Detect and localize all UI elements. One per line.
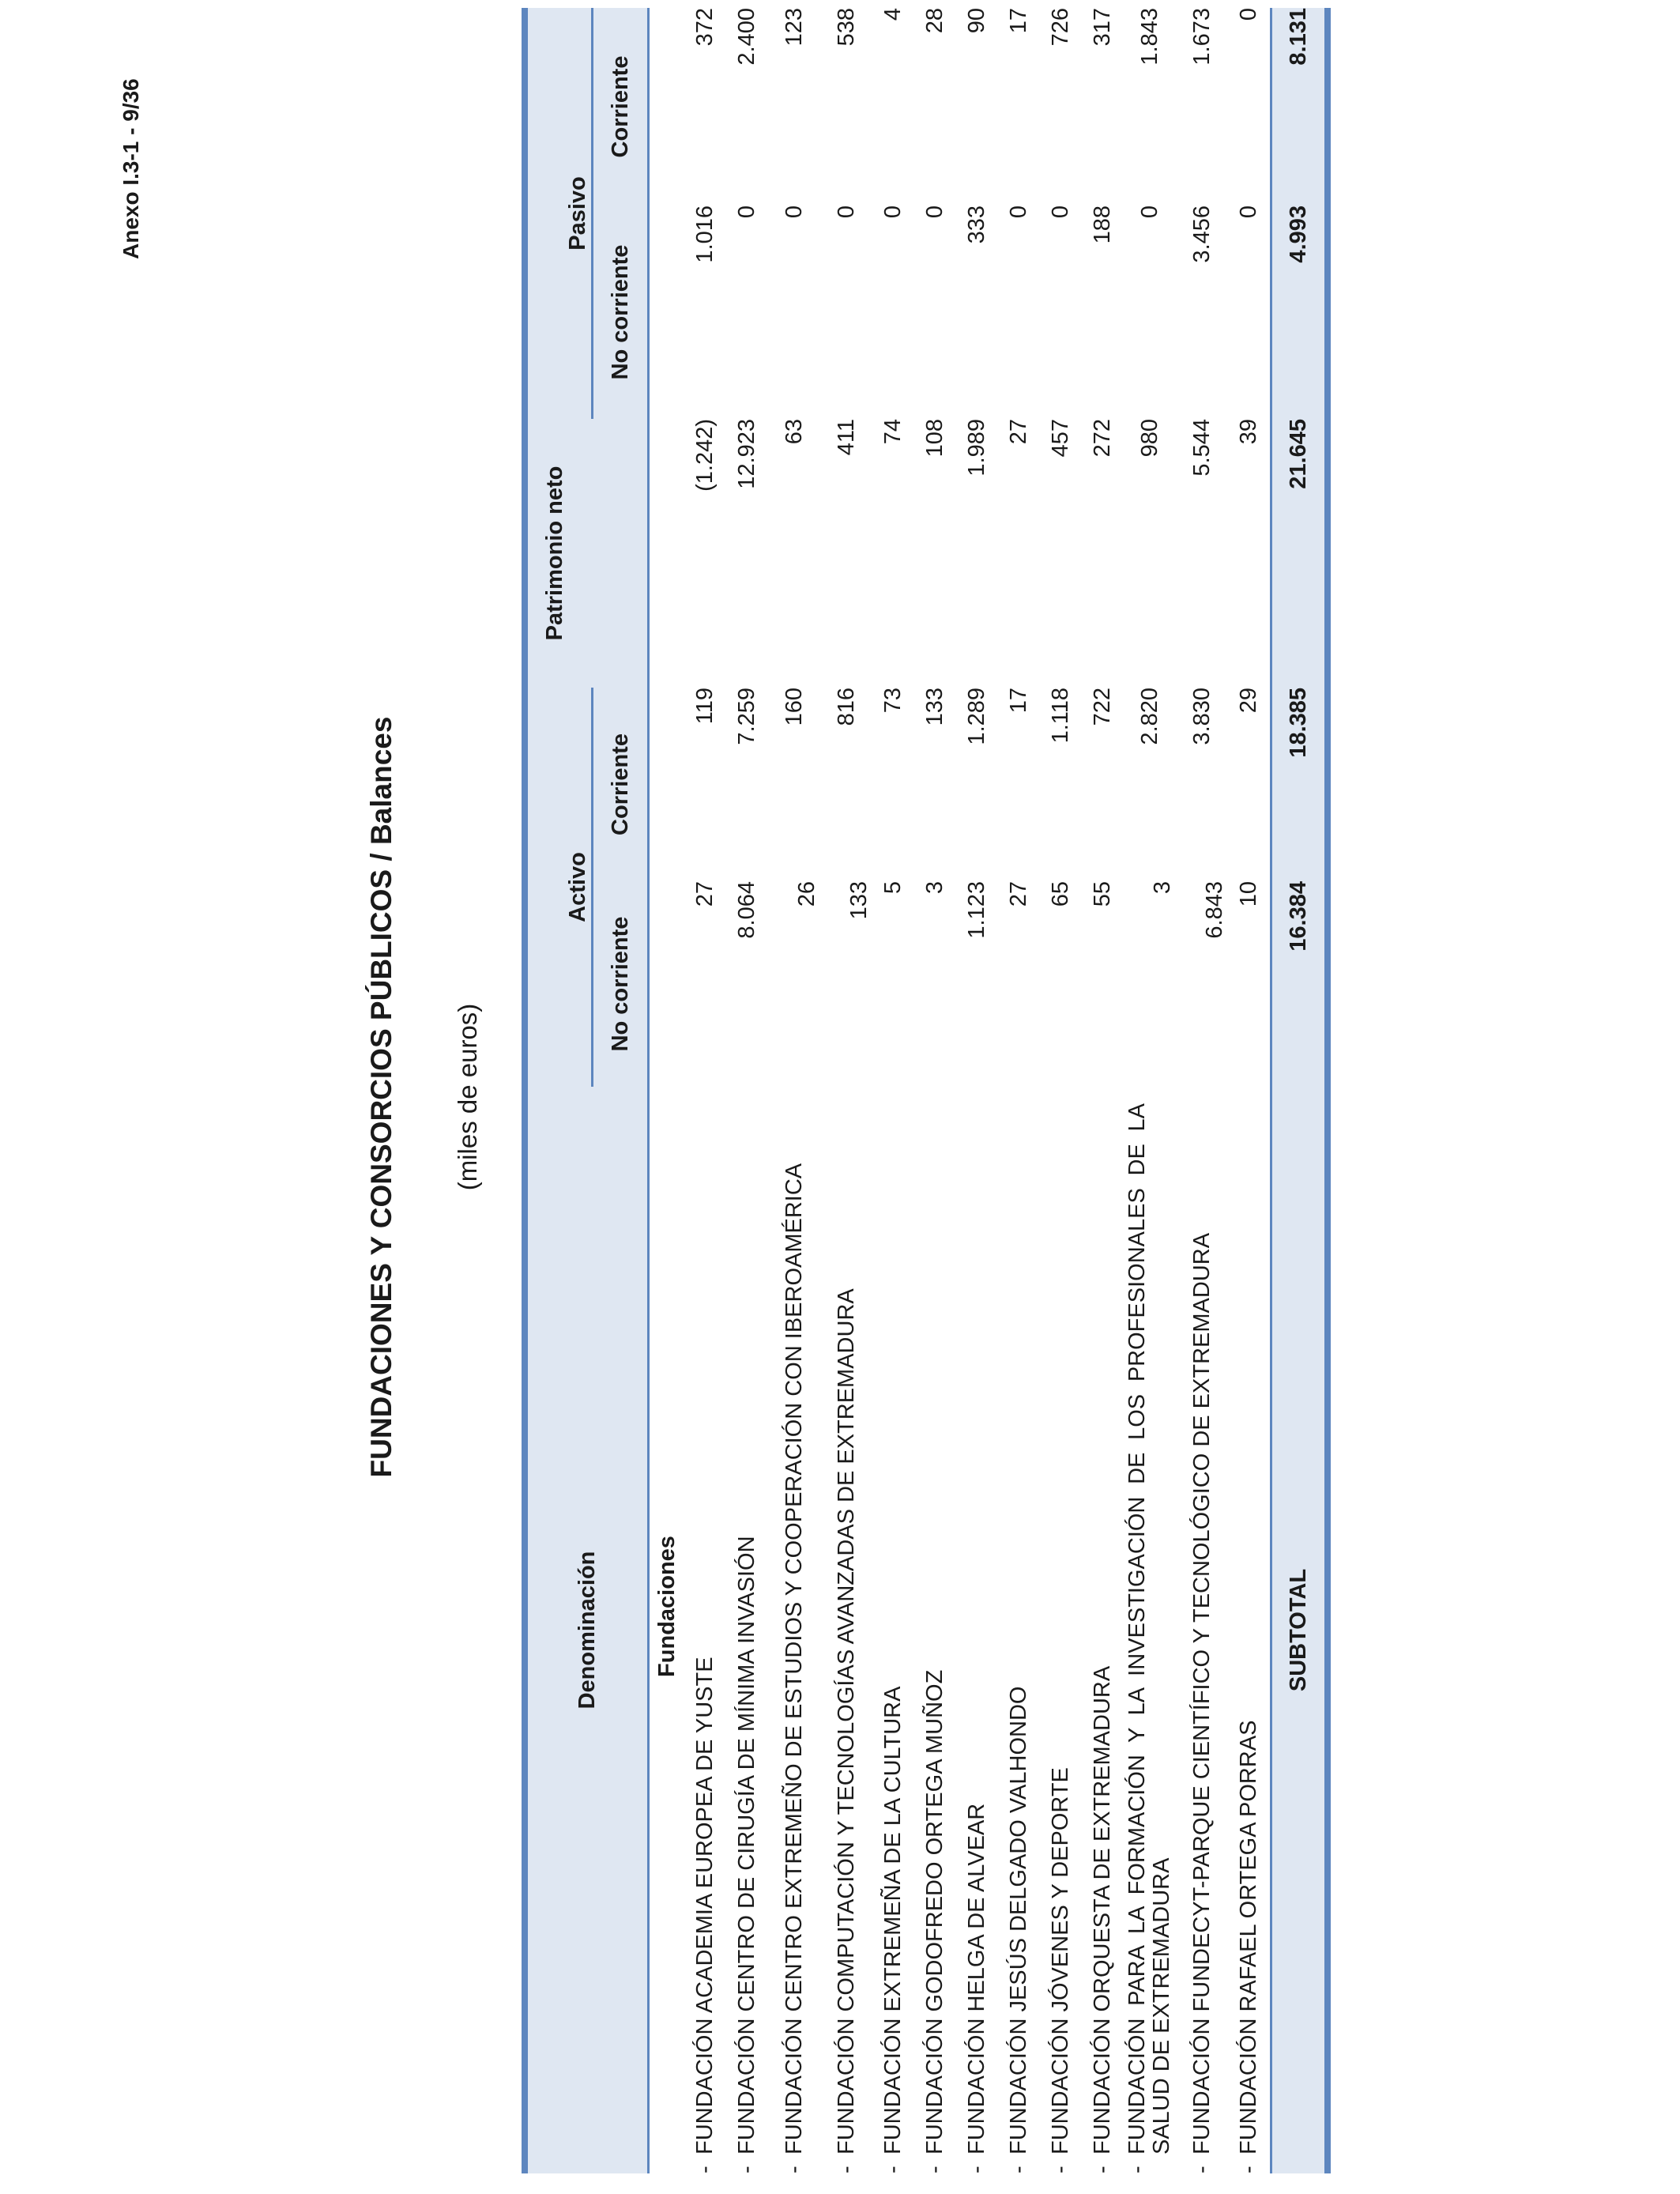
cell-patrimonio-neto: 74 (880, 418, 906, 445)
header-pasivo-corriente: Corriente (593, 8, 649, 205)
row-dash: - (1090, 2166, 1115, 2173)
page-subtitle: (miles de euros) (453, 1003, 482, 1191)
subtotal-pasivo-no-corriente: 4.993 (1271, 205, 1328, 419)
cell-activo-no-corriente: 1.123 (964, 881, 989, 939)
table-row (684, 8, 726, 2173)
cell-pasivo-corriente: 2.400 (734, 7, 759, 66)
row-name: FUNDACIÓN JESÚS DELGADO VALHONDO (1006, 1686, 1031, 2154)
page-title: FUNDACIONES Y CONSORCIOS PÚBLICOS / Balances (365, 716, 397, 1478)
cell-activo-corriente: 119 (692, 687, 718, 725)
cell-pasivo-no-corriente: 0 (1006, 205, 1031, 219)
cell-activo-no-corriente: 8.064 (734, 881, 759, 939)
cell-pasivo-no-corriente: 3.456 (1188, 205, 1215, 263)
cell-pasivo-no-corriente: 0 (880, 205, 906, 219)
cell-pasivo-corriente: 726 (1048, 7, 1073, 47)
header-patrimonio-neto: Patrimonio neto (525, 419, 649, 688)
cell-activo-no-corriente: 133 (846, 881, 872, 920)
cell-activo-corriente: 722 (1090, 687, 1115, 726)
cell-pasivo-no-corriente: 0 (1048, 205, 1073, 219)
cell-pasivo-corriente: 317 (1090, 7, 1115, 47)
subtotal-row (1271, 8, 1328, 2173)
subtotal-activo-no-corriente: 16.384 (1271, 881, 1328, 1087)
row-name-cell (1176, 1087, 1228, 2173)
cell-activo-corriente: 816 (833, 687, 859, 726)
row-name: FUNDACIÓN FUNDECYT-PARQUE CIENTÍFICO Y TECNOLÓGICO DE EXTREMADURA (1188, 1232, 1215, 2154)
table-row (1176, 8, 1228, 2173)
row-dash: - (880, 2166, 906, 2173)
row-name: FUNDACIÓN CENTRO EXTREMEÑO DE ESTUDIOS Y COOPERACIÓN CON IBEROAMÉRICA (781, 1163, 807, 2154)
cell-patrimonio-neto: 12.923 (734, 418, 759, 489)
table-row (1040, 8, 1082, 2173)
row-name-cell (998, 1087, 1040, 2173)
cell-patrimonio-neto: 27 (1006, 418, 1031, 445)
cell-activo-corriente: 3.830 (1188, 687, 1215, 745)
cell-patrimonio-neto: 5.544 (1188, 418, 1215, 477)
cell-pasivo-no-corriente: 0 (1236, 205, 1261, 219)
cell-activo-corriente: 17 (1006, 687, 1031, 714)
table-row (726, 8, 768, 2173)
cell-pasivo-corriente: 4 (880, 7, 906, 21)
table-row (768, 8, 820, 2173)
table-row (1124, 8, 1176, 2173)
header-denominacion: Denominación (525, 1087, 649, 2173)
row-dash: - (1006, 2166, 1031, 2173)
cell-pasivo-corriente: 372 (692, 7, 718, 47)
cell-pasivo-corriente: 1.673 (1188, 7, 1215, 66)
cell-patrimonio-neto: 411 (833, 418, 859, 456)
cell-pasivo-corriente: 1.843 (1136, 7, 1162, 66)
subtotal-activo-corriente: 18.385 (1271, 688, 1328, 881)
header-pasivo-no-corriente: No corriente (593, 205, 649, 419)
row-dash: - (781, 2166, 807, 2173)
row-name-cell (1124, 1087, 1176, 2173)
cell-pasivo-corriente: 538 (833, 7, 859, 47)
table-row (872, 8, 914, 2173)
cell-pasivo-no-corriente: 333 (964, 205, 989, 244)
table-row (914, 8, 956, 2173)
header-row-1 (525, 8, 593, 2173)
header-activo: Activo (525, 688, 593, 1087)
cell-pasivo-corriente: 123 (781, 7, 807, 47)
row-dash: - (734, 2166, 759, 2173)
cell-patrimonio-neto: (1.242) (692, 418, 718, 492)
cell-activo-no-corriente: 55 (1090, 881, 1115, 907)
row-dash: - (1236, 2166, 1261, 2173)
table-row (820, 8, 872, 2173)
cell-pasivo-no-corriente: 1.016 (692, 205, 718, 263)
cell-pasivo-no-corriente: 0 (1136, 205, 1162, 219)
row-name-cell (914, 1087, 956, 2173)
cell-activo-no-corriente: 3 (1150, 881, 1175, 895)
row-dash: - (1048, 2166, 1073, 2173)
cell-activo-no-corriente: 27 (1006, 881, 1031, 907)
cell-pasivo-no-corriente: 0 (734, 205, 759, 219)
row-dash: - (1188, 2166, 1215, 2173)
header-activo-no-corriente: No corriente (593, 881, 649, 1087)
cell-activo-no-corriente: 65 (1048, 881, 1073, 907)
cell-patrimonio-neto: 457 (1048, 418, 1073, 458)
row-name-cell (956, 1087, 998, 2173)
row-name-cell (684, 1087, 726, 2173)
table-row (998, 8, 1040, 2173)
cell-patrimonio-neto: 39 (1236, 418, 1261, 445)
subtotal-pasivo-corriente: 8.131 (1271, 8, 1328, 205)
cell-activo-no-corriente: 6.843 (1202, 881, 1227, 939)
cell-patrimonio-neto: 980 (1136, 418, 1162, 458)
table-row (1228, 8, 1271, 2173)
table-row (956, 8, 998, 2173)
row-name: FUNDACIÓN ACADEMIA EUROPEA DE YUSTE (692, 1657, 718, 2154)
cell-activo-no-corriente: 10 (1236, 881, 1261, 907)
subtotal-label: SUBTOTAL (1271, 1087, 1328, 2173)
cell-pasivo-corriente: 17 (1006, 7, 1031, 34)
cell-activo-no-corriente: 5 (880, 881, 906, 895)
row-dash: - (692, 2166, 718, 2173)
cell-activo-no-corriente: 27 (692, 881, 718, 907)
cell-pasivo-corriente: 28 (922, 7, 947, 34)
row-name: FUNDACIÓN JÓVENES Y DEPORTE (1048, 1767, 1073, 2154)
cell-pasivo-no-corriente: 0 (781, 205, 807, 219)
cell-pasivo-corriente: 90 (964, 7, 989, 34)
row-name-cell (726, 1087, 768, 2173)
row-name: FUNDACIÓN GODOFREDO ORTEGA MUÑOZ (922, 1669, 947, 2154)
cell-patrimonio-neto: 63 (781, 418, 807, 445)
row-name: FUNDACIÓN PARA LA FORMACIÓN Y LA INVESTIGACIÓN DE LOS PROFESIONALES DE LA SALUD DE EXTREMADURA (1124, 1103, 1174, 2154)
row-dash: - (833, 2166, 859, 2173)
row-dash: - (1124, 2166, 1150, 2173)
cell-activo-corriente: 1.289 (964, 687, 989, 745)
cell-patrimonio-neto: 1.989 (964, 418, 989, 477)
cell-activo-no-corriente: 26 (794, 881, 819, 907)
balances-table (522, 8, 1331, 2173)
table-row (1082, 8, 1124, 2173)
row-dash: - (922, 2166, 947, 2173)
cell-activo-corriente: 133 (922, 687, 947, 726)
row-name-cell (820, 1087, 872, 2173)
table-body (649, 8, 1328, 2173)
cell-pasivo-no-corriente: 188 (1090, 205, 1115, 244)
subtotal-patrimonio-neto: 21.645 (1271, 419, 1328, 688)
row-name: FUNDACIÓN CENTRO DE CIRUGÍA DE MÍNIMA INVASIÓN (734, 1536, 759, 2154)
cell-activo-corriente: 73 (880, 687, 906, 714)
annex-label: Anexo I.3-1 - 9/36 (119, 78, 143, 259)
cell-pasivo-no-corriente: 0 (833, 205, 859, 219)
row-name-cell (768, 1087, 820, 2173)
row-name-cell (1082, 1087, 1124, 2173)
row-name: FUNDACIÓN COMPUTACIÓN Y TECNOLOGÍAS AVANZADAS DE EXTREMADURA (833, 1288, 859, 2154)
cell-activo-corriente: 29 (1236, 687, 1261, 714)
row-name-cell (1040, 1087, 1082, 2173)
cell-patrimonio-neto: 272 (1090, 418, 1115, 458)
cell-activo-corriente: 160 (781, 687, 807, 726)
row-dash: - (964, 2166, 989, 2173)
cell-activo-corriente: 1.118 (1048, 687, 1073, 744)
cell-activo-corriente: 7.259 (734, 687, 759, 745)
row-name: FUNDACIÓN HELGA DE ALVEAR (964, 1803, 989, 2154)
row-name: FUNDACIÓN ORQUESTA DE EXTREMADURA (1090, 1665, 1115, 2154)
cell-pasivo-no-corriente: 0 (922, 205, 947, 219)
section-row (649, 8, 685, 2173)
header-pasivo: Pasivo (525, 8, 593, 419)
row-name-cell (872, 1087, 914, 2173)
section-label: Fundaciones (654, 1536, 680, 1677)
cell-activo-corriente: 2.820 (1136, 687, 1162, 745)
row-name: FUNDACIÓN EXTREMEÑA DE LA CULTURA (880, 1686, 906, 2154)
row-name-cell (1228, 1087, 1271, 2173)
cell-pasivo-corriente: 0 (1236, 7, 1261, 21)
header-activo-corriente: Corriente (593, 688, 649, 881)
cell-patrimonio-neto: 108 (922, 418, 947, 458)
row-name: FUNDACIÓN RAFAEL ORTEGA PORRAS (1236, 1720, 1261, 2154)
cell-activo-no-corriente: 3 (922, 881, 947, 895)
